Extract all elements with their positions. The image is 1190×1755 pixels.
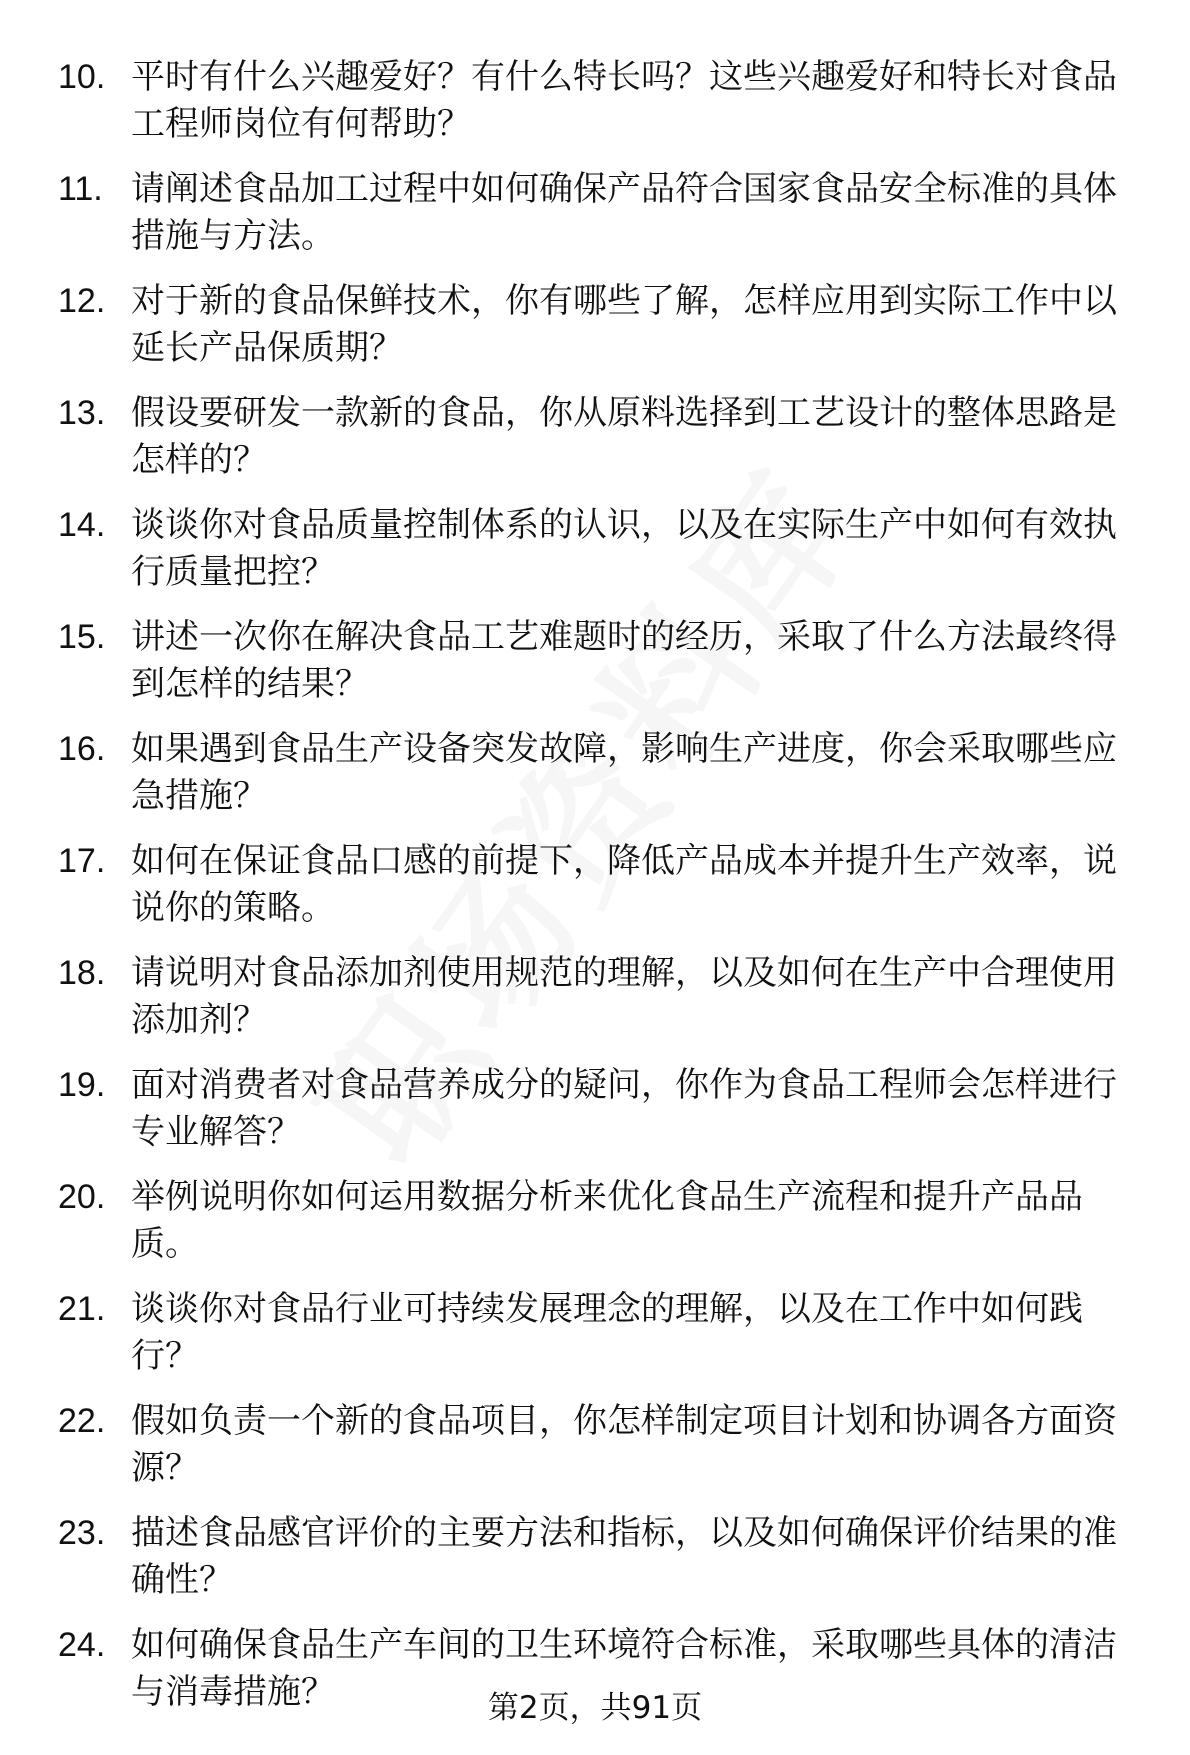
question-text: 请阐述食品加工过程中如何确保产品符合国家食品安全标准的具体措施与方法。 <box>131 169 1117 256</box>
list-item <box>58 838 1150 932</box>
question-text: 请说明对食品添加剂使用规范的理解，以及如何在生产中合理使用添加剂？ <box>131 953 1117 1040</box>
question-text: 假如负责一个新的食品项目，你怎样制定项目计划和协调各方面资源？ <box>131 1401 1117 1488</box>
list-item <box>58 54 1150 148</box>
list-item <box>58 1174 1150 1268</box>
question-number: 18. <box>58 954 106 992</box>
question-number: 21. <box>58 1290 106 1328</box>
question-text: 如何确保食品生产车间的卫生环境符合标准，采取哪些具体的清洁与消毒措施？ <box>131 1625 1117 1712</box>
question-text: 如果遇到食品生产设备突发故障，影响生产进度，你会采取哪些应急措施？ <box>131 729 1117 816</box>
question-number: 13. <box>58 394 106 432</box>
question-text: 面对消费者对食品营养成分的疑问，你作为食品工程师会怎样进行专业解答？ <box>131 1065 1117 1152</box>
list-item <box>58 166 1150 260</box>
question-text: 对于新的食品保鲜技术，你有哪些了解，怎样应用到实际工作中以延长产品保质期？ <box>131 281 1117 368</box>
question-text: 举例说明你如何运用数据分析来优化食品生产流程和提升产品品质。 <box>131 1177 1083 1264</box>
question-list <box>58 54 1150 1734</box>
question-number: 23. <box>58 1514 106 1552</box>
list-item <box>58 1062 1150 1156</box>
list-item <box>58 390 1150 484</box>
question-number: 17. <box>58 842 106 880</box>
question-text: 如何在保证食品口感的前提下，降低产品成本并提升生产效率，说说你的策略。 <box>131 841 1117 928</box>
question-text: 假设要研发一款新的食品，你从原料选择到工艺设计的整体思路是怎样的？ <box>131 393 1117 480</box>
list-item <box>58 1286 1150 1380</box>
list-item <box>58 1510 1150 1604</box>
question-text: 讲述一次你在解决食品工艺难题时的经历，采取了什么方法最终得到怎样的结果？ <box>131 617 1117 704</box>
question-number: 20. <box>58 1178 106 1216</box>
list-item <box>58 950 1150 1044</box>
question-number: 12. <box>58 282 106 320</box>
list-item <box>58 726 1150 820</box>
question-text: 谈谈你对食品行业可持续发展理念的理解，以及在工作中如何践行？ <box>131 1289 1083 1376</box>
list-item <box>58 614 1150 708</box>
question-number: 22. <box>58 1402 106 1440</box>
list-item <box>58 278 1150 372</box>
list-item <box>58 502 1150 596</box>
question-number: 11. <box>58 170 103 208</box>
list-item <box>58 1398 1150 1492</box>
question-number: 19. <box>58 1066 106 1104</box>
question-number: 16. <box>58 730 106 768</box>
question-number: 24. <box>58 1626 106 1664</box>
question-number: 15. <box>58 618 106 656</box>
question-number: 14. <box>58 506 106 544</box>
question-text: 平时有什么兴趣爱好？有什么特长吗？这些兴趣爱好和特长对食品工程师岗位有何帮助？ <box>131 57 1117 144</box>
question-text: 谈谈你对食品质量控制体系的认识，以及在实际生产中如何有效执行质量把控？ <box>131 505 1117 592</box>
page-footer: 第2页，共91页 <box>487 1690 703 1726</box>
question-text: 描述食品感官评价的主要方法和指标，以及如何确保评价结果的准确性？ <box>131 1513 1117 1600</box>
question-number: 10. <box>58 58 106 96</box>
